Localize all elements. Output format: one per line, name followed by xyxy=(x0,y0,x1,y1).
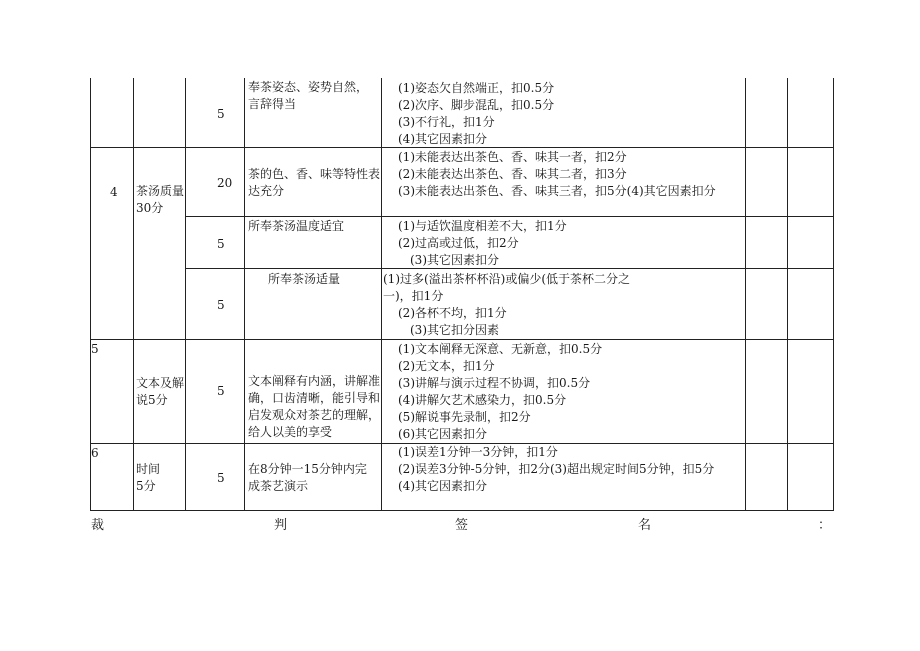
deduction-line: (6)其它因素扣分 xyxy=(398,427,487,441)
grid-line xyxy=(381,78,382,510)
score-cell: 5 xyxy=(217,298,225,312)
grid-line xyxy=(787,78,788,510)
item-number: 5 xyxy=(91,342,99,356)
grid-line xyxy=(90,510,834,511)
deduction-line: (2)未能表达出茶色、香、味其二者，扣3分 xyxy=(398,167,627,181)
requirement-cell: 所奉茶汤适量 xyxy=(268,272,341,286)
deduction-line: (1)未能表达出茶色、香、味其一者，扣2分 xyxy=(398,150,627,164)
deduction-line: (1)误差1分钟一3分钟，扣1分 xyxy=(398,445,558,459)
deduction-line: (1)姿态欠自然端正，扣0.5分 xyxy=(398,81,555,95)
requirement-cell: 在8分钟一15分钟内完成茶艺演示 xyxy=(248,462,367,493)
deduction-line: (4)其它因素扣分 xyxy=(398,132,487,146)
grid-line xyxy=(185,78,186,510)
item-name: 文本及解说5分 xyxy=(136,376,185,407)
deduction-line: (2)无文本，扣1分 xyxy=(398,359,495,373)
requirement-cell: 茶的色、香、味等特性表达充分 xyxy=(248,167,381,198)
grid-line xyxy=(244,78,245,510)
score-cell: 5 xyxy=(217,107,225,121)
deduction-line: (1)与适饮温度相差不大，扣1分 xyxy=(398,219,567,233)
item-number: 4 xyxy=(110,185,118,199)
grid-line xyxy=(133,78,134,510)
signature-char: 判 xyxy=(274,518,288,533)
deduction-line: (3)其它因素扣分 xyxy=(410,253,499,267)
score-cell: 20 xyxy=(217,176,233,190)
deduction-line: (4)其它因素扣分 xyxy=(398,479,487,493)
item-number: 6 xyxy=(91,446,99,460)
deduction-line: (5)解说事先录制，扣2分 xyxy=(398,410,531,424)
deduction-line: (1)文本阐释无深意、无新意，扣0.5分 xyxy=(398,342,603,356)
score-cell: 5 xyxy=(217,384,225,398)
deduction-line: 一)，扣1分 xyxy=(383,289,444,303)
deduction-line: (3)其它扣分因素 xyxy=(410,323,499,337)
requirement-cell: 所奉茶汤温度适宜 xyxy=(248,219,345,233)
item-name: 时间5分 xyxy=(136,462,161,493)
deduction-line: (2)过高或过低，扣2分 xyxy=(398,236,519,250)
score-cell: 5 xyxy=(217,471,225,485)
signature-char: 名 xyxy=(638,518,652,533)
signature-char: 签 xyxy=(455,518,469,533)
deduction-line: (2)误差3分钟-5分钟，扣2分(3)超出规定时间5分钟，扣5分 xyxy=(398,462,715,476)
grid-line xyxy=(185,268,834,269)
signature-char: ： xyxy=(818,518,832,533)
grid-line xyxy=(90,339,834,340)
deduction-line: (4)讲解欠艺术感染力，扣0.5分 xyxy=(398,393,567,407)
requirement-cell: 文本阐释有内涵，讲解准确，口齿清晰，能引导和启发观众对茶艺的理解，给人以美的享受 xyxy=(248,374,381,439)
grid-line xyxy=(185,216,834,217)
score-cell: 5 xyxy=(217,237,225,251)
deduction-line: (3)不行礼，扣1分 xyxy=(398,115,495,129)
deduction-line: (1)过多(溢出茶杯杯沿)或偏少(低于茶杯二分之 xyxy=(383,272,631,286)
grid-line xyxy=(833,78,834,510)
deduction-line: (2)各杯不均，扣1分 xyxy=(398,306,507,320)
deduction-line: (3)未能表达出茶色、香、味其三者，扣5分(4)其它因素扣分 xyxy=(398,184,716,198)
deduction-line: (2)次序、脚步混乱，扣0.5分 xyxy=(398,98,555,112)
deduction-line: (3)讲解与演示过程不协调，扣0.5分 xyxy=(398,376,591,390)
item-name: 茶汤质量30分 xyxy=(136,184,185,215)
signature-char: 裁 xyxy=(91,518,105,533)
requirement-cell: 奉茶姿态、姿势自然，言辞得当 xyxy=(248,80,369,111)
grid-line xyxy=(745,78,746,510)
